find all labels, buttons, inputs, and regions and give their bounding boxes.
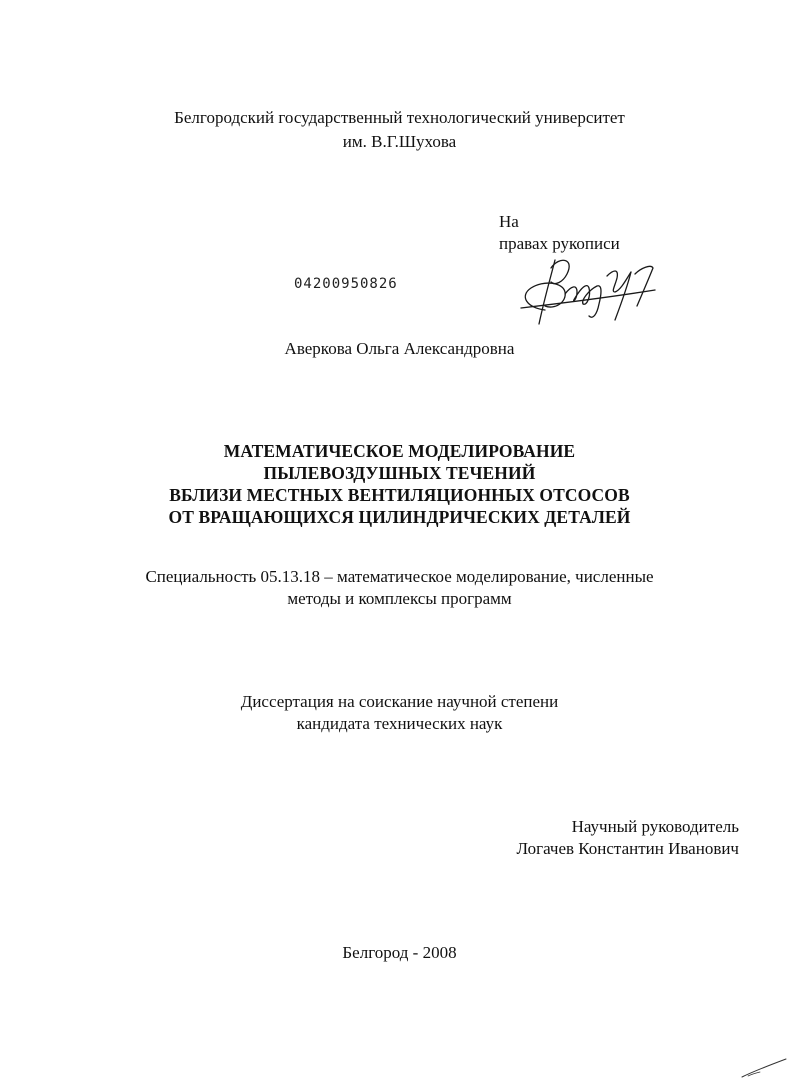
rights-line-2: правах рукописи [499,234,620,253]
pen-mark [740,1055,790,1080]
specialty-line-1: Специальность 05.13.18 – математическое моделирование, численные [145,567,654,586]
place-and-year: Белгород - 2008 [342,943,457,962]
university-name: Белгородский государственный технологический университет [174,108,625,127]
registration-number: 04200950826 [294,276,398,292]
specialty-line-2: методы и комплексы программ [287,589,512,608]
supervisor-role: Научный руководитель [571,817,739,836]
author-name: Аверкова Ольга Александровна [284,339,515,358]
title-line-3: ВБЛИЗИ МЕСТНЫХ ВЕНТИЛЯЦИОННЫХ ОТСОСОВ [169,485,630,505]
dissertation-line-1: Диссертация на соискание научной степени [240,692,559,711]
rights-line-1: На [499,212,519,231]
title-line-4: ОТ ВРАЩАЮЩИХСЯ ЦИЛИНДРИЧЕСКИХ ДЕТАЛЕЙ [168,507,631,527]
signature [515,248,665,328]
dissertation-line-2: кандидата технических наук [296,714,503,733]
supervisor-name: Логачев Константин Иванович [516,839,739,858]
title-line-1: МАТЕМАТИЧЕСКОЕ МОДЕЛИРОВАНИЕ [223,441,576,461]
university-named-after: им. В.Г.Шухова [342,132,457,151]
title-line-2: ПЫЛЕВОЗДУШНЫХ ТЕЧЕНИЙ [263,463,536,483]
